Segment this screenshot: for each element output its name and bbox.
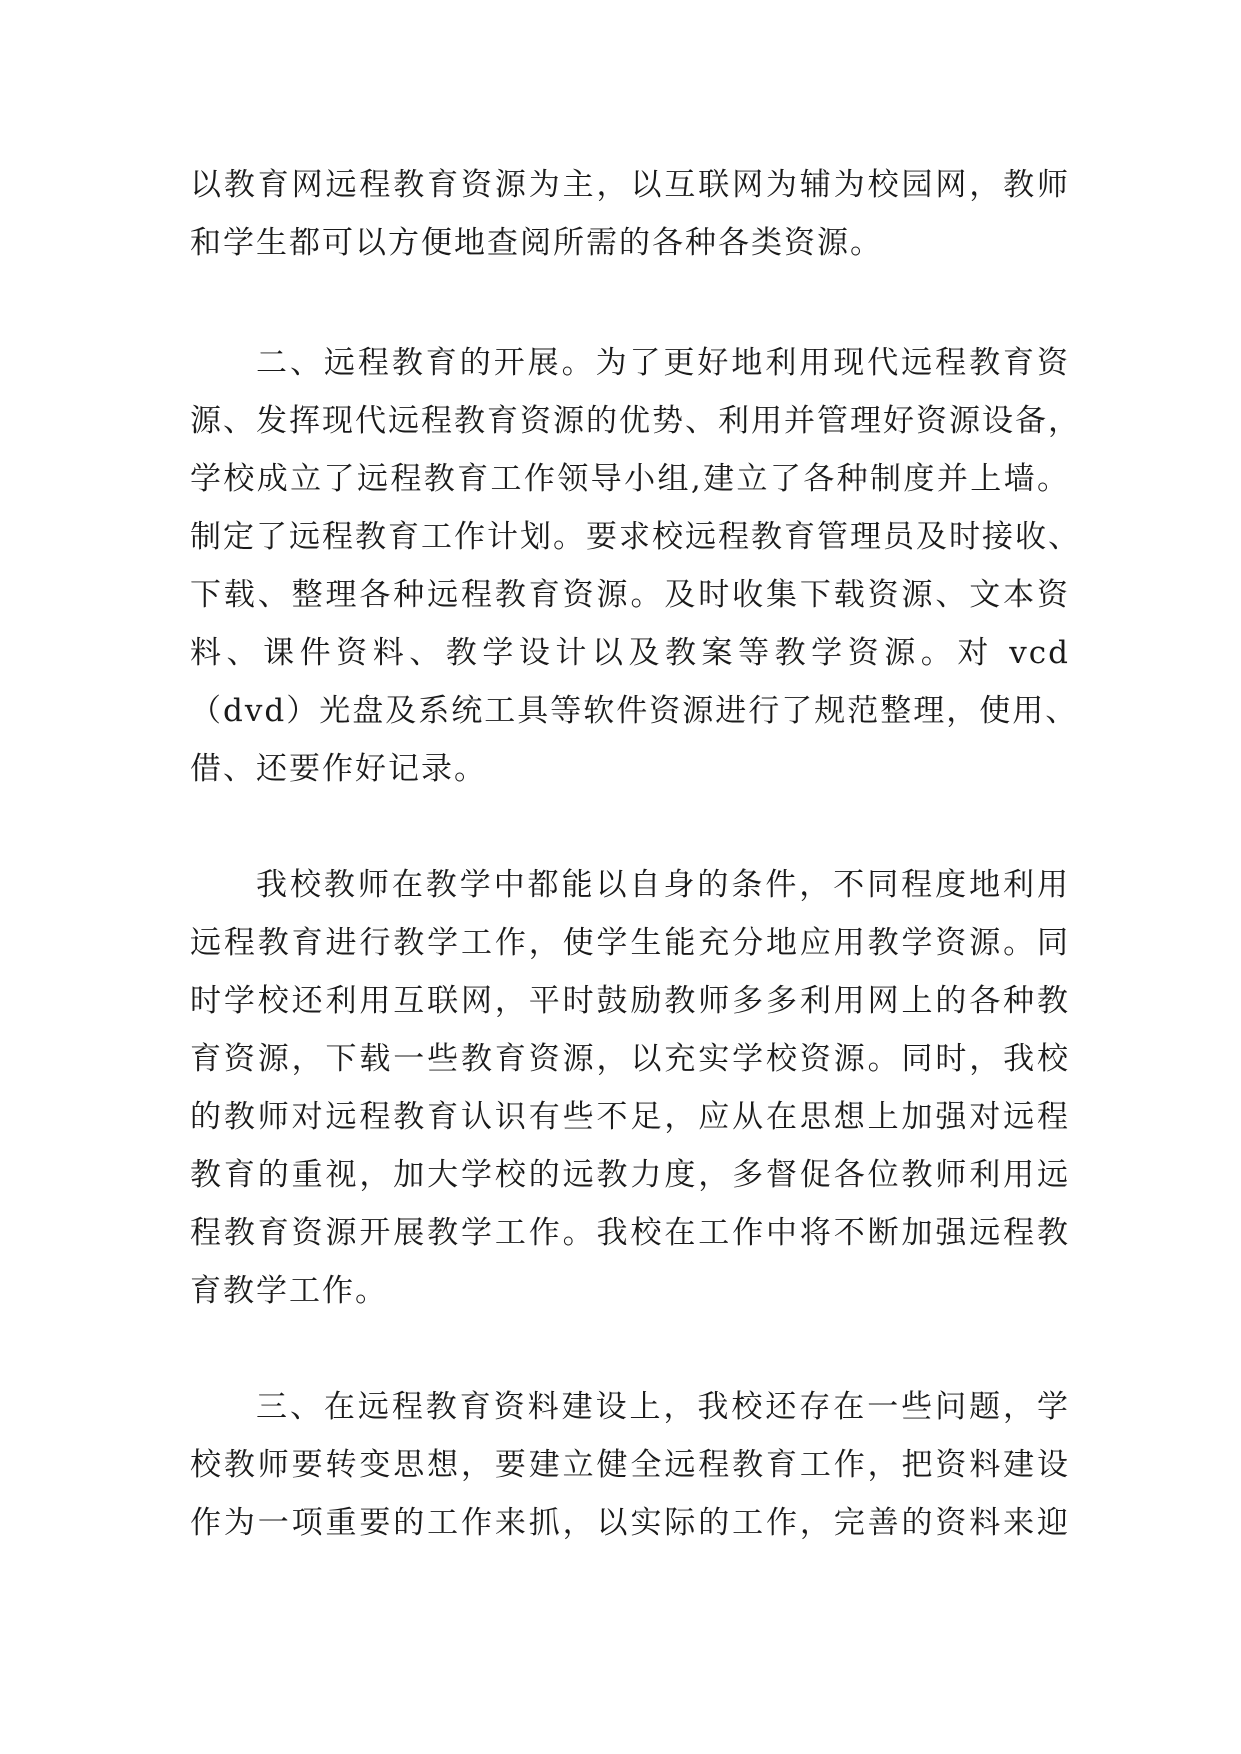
text-line: 的教师对远程教育认识有些不足，应从在思想上加强对远程	[190, 1099, 1070, 1135]
text-line: 借、还要作好记录。	[190, 751, 487, 787]
text-line: 我校教师在教学中都能以自身的条件，不同程度地利用	[256, 867, 1070, 903]
text-line: 时学校还利用互联网，平时鼓励教师多多利用网上的各种教	[190, 983, 1070, 1019]
text-line: 程教育资源开展教学工作。我校在工作中将不断加强远程教	[190, 1215, 1070, 1251]
text-line: 下载、整理各种远程教育资源。及时收集下载资源、文本资	[190, 577, 1070, 613]
text-line: 育资源，下载一些教育资源，以充实学校资源。同时，我校	[190, 1041, 1070, 1077]
text-line: 教育的重视，加大学校的远教力度，多督促各位教师利用远	[190, 1157, 1070, 1193]
text-line: 二、远程教育的开展。为了更好地利用现代远程教育资	[256, 345, 1070, 381]
text-line: 三、在远程教育资料建设上，我校还存在一些问题，学	[256, 1389, 1070, 1425]
text-line: 作为一项重要的工作来抓，以实际的工作，完善的资料来迎	[190, 1505, 1070, 1541]
text-line: 远程教育进行教学工作，使学生能充分地应用教学资源。同	[190, 925, 1070, 961]
text-line: 育教学工作。	[190, 1273, 388, 1309]
paragraph-2	[190, 334, 1081, 798]
paragraph-3	[190, 856, 1070, 1320]
text-line: 源、发挥现代远程教育资源的优势、利用并管理好资源设备，	[190, 403, 1081, 439]
text-line: 以教育网远程教育资源为主，以互联网为辅为校园网，教师	[190, 167, 1070, 203]
text-line: 学校成立了远程教育工作领导小组,建立了各种制度并上墙。	[190, 461, 1070, 497]
text-line: 制定了远程教育工作计划。要求校远程教育管理员及时接收、	[190, 519, 1081, 555]
text-line: 料、课件资料、教学设计以及教案等教学资源。对 vcd	[190, 635, 1070, 671]
text-line: 和学生都可以方便地查阅所需的各种各类资源。	[190, 225, 883, 261]
text-line: （dvd）光盘及系统工具等软件资源进行了规范整理，使用、	[190, 693, 1079, 729]
paragraph-1	[190, 156, 1070, 272]
paragraph-4	[190, 1378, 1070, 1552]
text-line: 校教师要转变思想，要建立健全远程教育工作，把资料建设	[190, 1447, 1070, 1483]
